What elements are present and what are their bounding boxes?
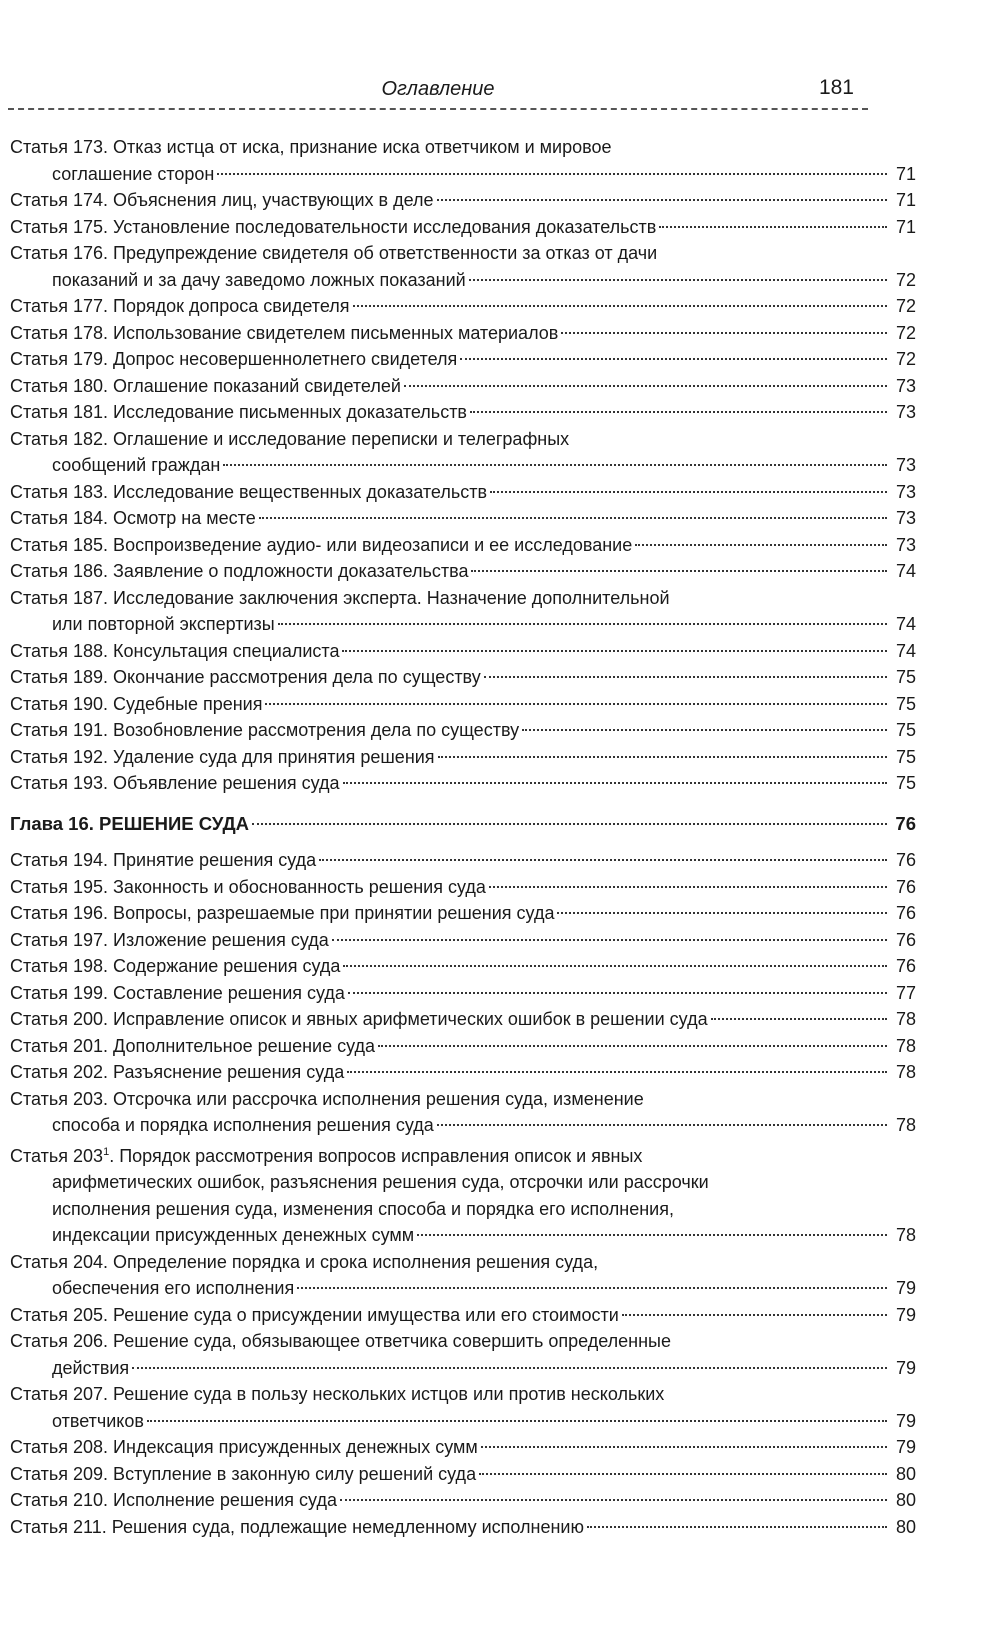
dot-leader [417,1234,887,1236]
entry-page-number: 75 [895,693,916,714]
dot-leader [437,199,888,201]
entry-title: Статья 201. Дополнительное решение суда [10,1035,376,1056]
entry-title: сообщений граждан [52,455,221,475]
toc-entry [10,1033,916,1060]
toc-entry [10,585,916,638]
toc-entry [10,1328,916,1381]
toc-entry [10,953,916,980]
toc-line [10,532,916,559]
toc-line [10,214,916,241]
toc-line [10,1112,916,1139]
dot-leader [481,1446,887,1448]
toc-entry [10,1302,916,1329]
entry-page-number: 72 [895,349,916,369]
dot-leader [471,570,887,572]
toc-entry [10,187,916,214]
toc-entry [10,717,916,744]
toc-entry [10,214,916,241]
toc-line [10,1355,916,1382]
toc-line [10,847,916,874]
entry-page-number: 71 [895,216,916,237]
dot-leader [265,703,887,705]
dot-leader [479,1473,887,1475]
dot-leader [711,1018,887,1020]
toc-entry [10,927,916,954]
entry-title: Статья 192. Удаление суда для принятия решения [10,746,435,767]
toc-entry [10,293,916,320]
dot-leader [470,411,887,413]
entry-title: ответчиков [52,1410,144,1431]
toc-entry [10,744,916,771]
toc-line [10,505,916,532]
dot-leader [132,1367,887,1369]
dot-leader [223,464,887,466]
toc-line [10,1222,916,1249]
running-header [8,72,868,110]
entry-page-number: 78 [895,1035,916,1056]
toc-entry [10,320,916,347]
dot-leader [460,358,887,360]
entry-page-number: 73 [895,455,916,475]
entry-page-number: 74 [895,561,916,581]
entry-title-line: Статья 173. Отказ истца от иска, признание иска ответчиком и мировое [10,137,612,157]
toc-line [10,900,916,927]
entry-page-number: 76 [895,850,916,870]
toc-entry [10,770,916,797]
toc-entry [10,1381,916,1434]
dot-leader [348,992,887,994]
toc-line [10,479,916,506]
entry-title: Статья 180. Оглашение показаний свидетелей [10,375,401,396]
toc-line [10,1302,916,1329]
entry-page-number: 76 [895,956,916,976]
entry-page-number: 80 [895,1463,916,1484]
entry-title: Статья 197. Изложение решения суда [10,929,329,950]
dot-leader [278,623,887,625]
entry-page-number: 76 [895,903,916,923]
entry-page-number: 78 [895,1009,916,1029]
entry-page-number: 79 [895,1410,916,1431]
toc-line [10,770,916,797]
toc-entry [10,1249,916,1302]
entry-title-line [10,1139,916,1170]
toc-entry [10,1434,916,1461]
entry-page-number: 79 [895,1304,916,1325]
dot-leader [469,279,887,281]
toc-entry [10,980,916,1007]
entry-title: Статья 184. Осмотр на месте [10,508,256,528]
toc-line [10,611,916,638]
entry-title: Статья 194. Принятие решения суда [10,850,317,870]
entry-title-line: Статья 204. Определение порядка и срока исполнения решения суда, [10,1251,599,1272]
entry-title: Статья 181. Исследование письменных доказательств [10,402,467,422]
entry-page-number: 75 [895,720,916,740]
toc-entry [10,1514,916,1541]
entry-title: способа и порядка исполнения решения суда [52,1115,434,1135]
entry-title: Статья 198. Содержание решения суда [10,956,341,976]
toc-line [10,161,916,188]
entry-page-number: 76 [895,812,916,834]
toc-entry [10,638,916,665]
entry-page-number: 80 [895,1516,916,1537]
toc-entry [10,664,916,691]
toc-line [10,1434,916,1461]
dot-leader [340,1499,887,1501]
dot-leader [347,1071,887,1073]
entry-title-line: арифметических ошибок, разъяснения решения суда, отсрочки или рассрочки [52,1172,709,1192]
entry-page-number: 73 [895,402,916,422]
entry-page-number: 73 [895,375,916,396]
dot-leader [353,305,888,307]
entry-title-line: Статья 187. Исследование заключения эксперта. Назначение дополнительной [10,587,670,608]
entry-title: Статья 190. Судебные прения [10,693,263,714]
entry-page-number: 78 [895,1062,916,1082]
entry-title: Статья 183. Исследование вещественных доказательств [10,481,488,502]
dot-leader [437,1124,887,1126]
entry-title: Статья 195. Законность и обоснованность решения суда [10,876,486,897]
entry-page-number: 75 [895,773,916,793]
entry-page-number: 73 [895,481,916,502]
dot-leader [659,226,887,228]
entry-title: действия [52,1357,130,1378]
dot-leader [147,1420,887,1422]
toc-line [10,320,916,347]
entry-title-line: Статья 182. Оглашение и исследование переписки и телеграфных [10,428,570,449]
entry-page-number: 75 [895,746,916,767]
toc-line [10,811,916,838]
dot-leader [342,650,887,652]
toc-entry [10,558,916,585]
dot-leader [489,886,887,888]
toc-entry [10,1059,916,1086]
dot-leader [217,173,887,175]
toc-line [10,638,916,665]
dot-leader [297,1287,887,1289]
toc-line [10,1408,916,1435]
entry-title: Статья 211. Решения суда, подлежащие немедленному исполнению [10,1516,584,1537]
entry-title: Статья 179. Допрос несовершеннолетнего свидетеля [10,349,458,369]
entry-title-line: Статья 203. Отсрочка или рассрочка исполнения решения суда, изменение [10,1088,644,1109]
toc-entry [10,1006,916,1033]
toc-entry [10,1487,916,1514]
entry-title: соглашение сторон [52,163,215,184]
toc-entry [10,399,916,426]
toc-entry [10,134,916,187]
toc-line [10,558,916,585]
dot-leader [635,544,887,546]
dot-leader [252,823,887,825]
entry-title: Статья 186. Заявление о подложности доказательства [10,561,469,581]
dot-leader [557,912,887,914]
entry-page-number: 72 [895,322,916,343]
entry-title: Статья 199. Составление решения суда [10,982,345,1003]
article-title: . Порядок рассмотрения вопросов исправления описок и явных [109,1145,643,1166]
toc-line [10,346,916,373]
toc-entry [10,346,916,373]
entry-page-number: 72 [895,296,916,316]
entry-title: Статья 209. Вступление в законную силу решений суда [10,1463,477,1484]
entry-page-number: 77 [895,982,916,1003]
toc-entry [10,1086,916,1139]
dot-leader [561,332,887,334]
toc-line [10,1006,916,1033]
entry-title: Статья 193. Объявление решения суда [10,773,340,793]
entry-title: Статья 185. Воспроизведение аудио- или видеозаписи и ее исследование [10,534,633,555]
chapter-heading [10,811,916,838]
entry-title: индексации присужденных денежных сумм [52,1225,415,1245]
dot-leader [343,965,887,967]
entry-page-number: 74 [895,614,916,634]
toc-line [10,1514,916,1541]
toc-entry [10,1461,916,1488]
entry-title: обеспечения его исполнения [52,1278,295,1298]
entry-page-number: 78 [895,1115,916,1135]
toc-entry [10,900,916,927]
dot-leader [490,491,887,493]
dot-leader [378,1045,887,1047]
dot-leader [259,517,887,519]
entry-page-number: 72 [895,269,916,290]
toc-line [10,717,916,744]
dot-leader [484,676,887,678]
toc-line [10,399,916,426]
toc-entry [10,691,916,718]
dot-leader [404,385,887,387]
entry-page-number: 73 [895,534,916,555]
dot-leader [522,729,887,731]
entry-title: Глава 16. РЕШЕНИЕ СУДА [10,812,249,834]
entry-page-number: 71 [895,190,916,210]
article-superscript: 1 [103,1145,110,1158]
entry-page-number: 74 [895,640,916,661]
toc-line [10,1275,916,1302]
toc-line [10,874,916,901]
entry-title: Статья 174. Объяснения лиц, участвующих в деле [10,190,434,210]
entry-page-number: 71 [895,163,916,184]
dot-leader [319,859,887,861]
article-number: Статья 203 [10,1145,104,1166]
dot-leader [438,756,887,758]
header-page-number: 181 [818,76,854,99]
entry-page-number: 75 [895,667,916,687]
dot-leader [622,1314,887,1316]
entry-title-line: Статья 206. Решение суда, обязывающее ответчика совершить определенные [10,1331,671,1351]
entry-title: Статья 189. Окончание рассмотрения дела по существу [10,667,481,687]
toc-line [10,980,916,1007]
toc-line [10,1487,916,1514]
dot-leader [343,782,887,784]
entry-title: или повторной экспертизы [52,614,275,634]
entry-title: Статья 178. Использование свидетелем письменных материалов [10,322,559,343]
entry-page-number: 79 [895,1437,916,1457]
toc-line [10,293,916,320]
entry-title: Статья 200. Исправление описок и явных арифметических ошибок в решении суда [10,1009,708,1029]
toc-entry [10,874,916,901]
entry-title-line: Статья 207. Решение суда в пользу нескольких истцов или против нескольких [10,1384,665,1404]
toc-line [10,1059,916,1086]
toc-entry [10,240,916,293]
toc-line [10,664,916,691]
entry-page-number: 79 [895,1278,916,1298]
entry-title: Статья 175. Установление последовательности исследования доказательств [10,216,657,237]
entry-title-line: Статья 176. Предупреждение свидетеля об ответственности за отказ от дачи [10,243,658,263]
toc-line [10,267,916,294]
toc-line [10,744,916,771]
entry-title: Статья 191. Возобновление рассмотрения дела по существу [10,720,520,740]
entry-title: Статья 208. Индексация присужденных денежных сумм [10,1437,478,1457]
entry-page-number: 76 [895,876,916,897]
toc-entry [10,426,916,479]
toc-entry [10,1139,916,1249]
toc-line [10,373,916,400]
entry-page-number: 79 [895,1357,916,1378]
entry-page-number: 76 [895,929,916,950]
toc-line [10,452,916,479]
toc-line [10,187,916,214]
dot-leader [332,939,887,941]
toc-line [10,1461,916,1488]
dot-leader [587,1526,887,1528]
toc-entry [10,373,916,400]
entry-page-number: 78 [895,1225,916,1245]
entry-title: Статья 202. Разъяснение решения суда [10,1062,345,1082]
entry-title-line: исполнения решения суда, изменения способа и порядка его исполнения, [52,1198,674,1219]
toc-line [10,927,916,954]
toc-entry [10,847,916,874]
entry-title: Статья 177. Порядок допроса свидетеля [10,296,350,316]
toc-line [10,953,916,980]
entry-page-number: 73 [895,508,916,528]
entry-title: Статья 188. Консультация специалиста [10,640,340,661]
entry-title: Статья 205. Решение суда о присуждении имущества или его стоимости [10,1304,619,1325]
header-title: Оглавление [381,78,495,100]
entry-title: Статья 210. Исполнение решения суда [10,1490,337,1510]
toc-entry [10,505,916,532]
toc-entry [10,479,916,506]
toc-entry [10,532,916,559]
toc-line [10,691,916,718]
entry-title: показаний и за дачу заведомо ложных показаний [52,269,466,290]
table-of-contents [10,134,916,1540]
entry-title: Статья 196. Вопросы, разрешаемые при принятии решения суда [10,903,555,923]
toc-line [10,1033,916,1060]
entry-page-number: 80 [895,1490,916,1510]
